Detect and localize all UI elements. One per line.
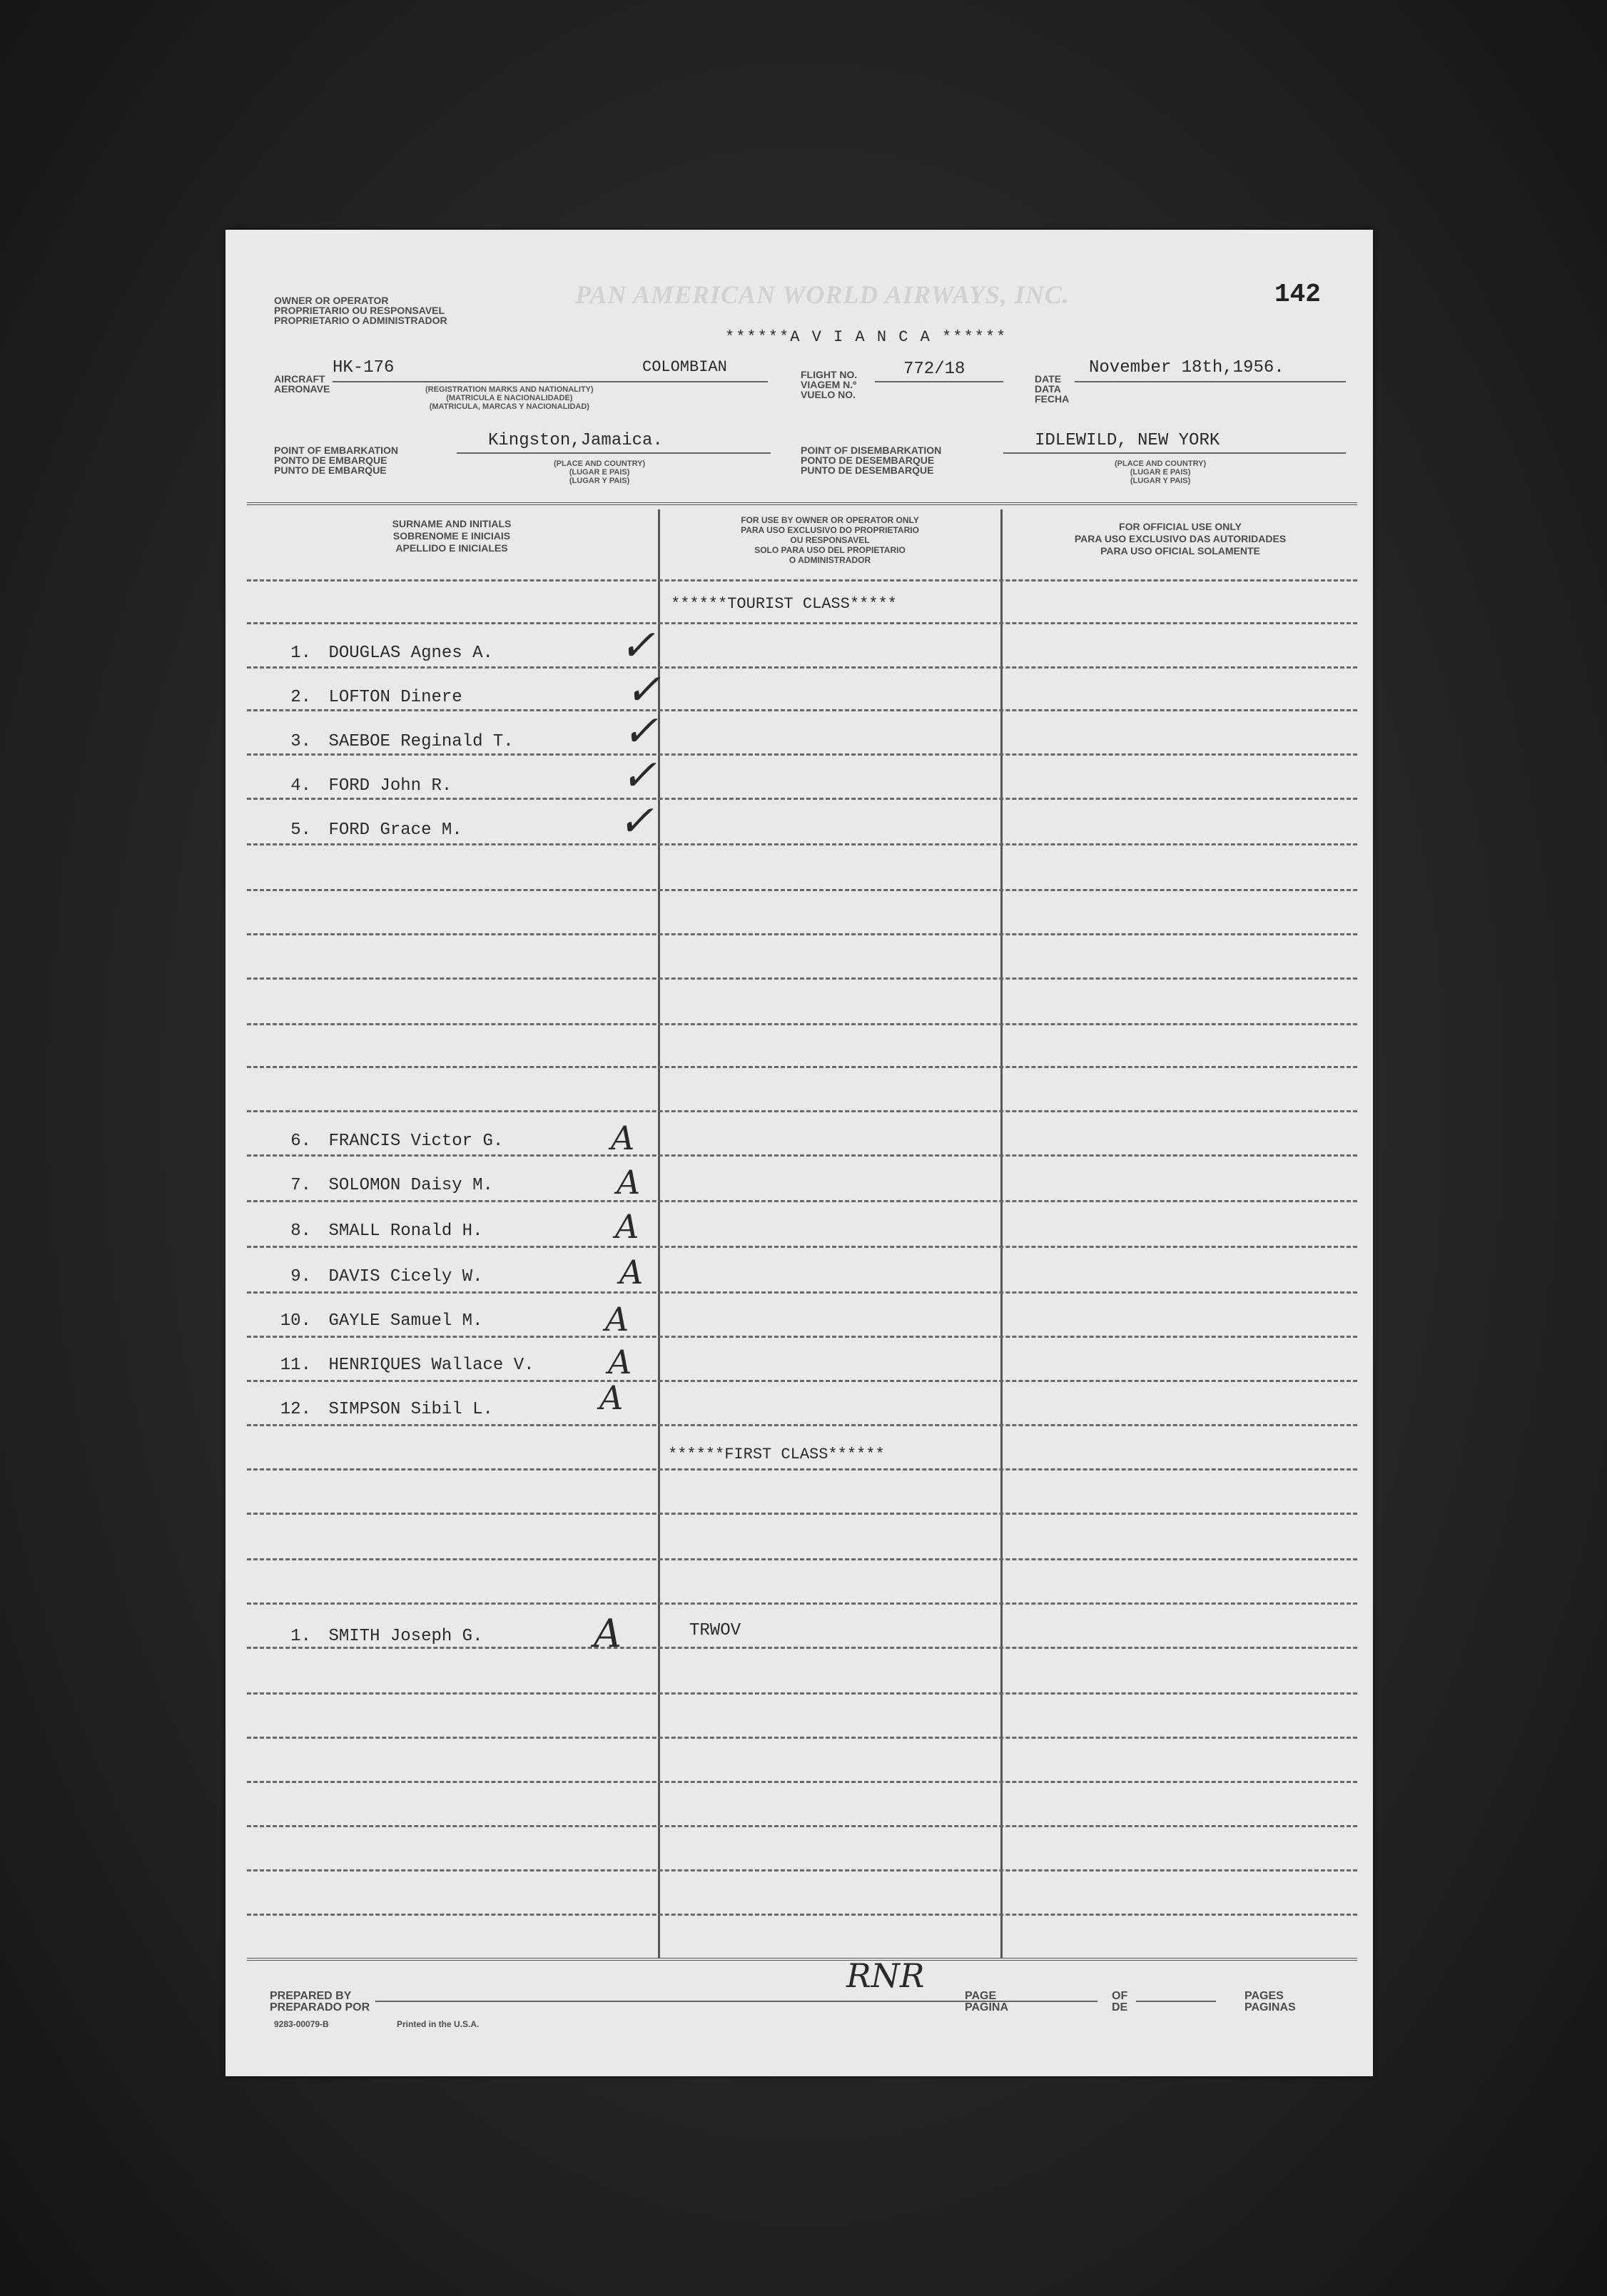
- passenger-name: FORD Grace M.: [328, 821, 462, 840]
- embarkation-note: (PLACE AND COUNTRY) (LUGAR E PAIS) (LUGAR Y PAIS): [554, 459, 646, 485]
- passenger-name: SIMPSON Sibil L.: [328, 1400, 493, 1419]
- passenger-name: FORD John R.: [328, 776, 452, 796]
- of-line: [1136, 2001, 1216, 2002]
- ruled-line: [247, 1468, 1357, 1470]
- disembarkation-underline: [1003, 452, 1346, 454]
- passenger-row: [275, 1627, 483, 1646]
- ruled-line: [247, 753, 1357, 756]
- ruled-line: [247, 1737, 1357, 1739]
- passenger-row: [275, 732, 514, 751]
- embarkation-label: POINT OF EMBARKATION PONTO DE EMBARQUE PUNTO DE EMBARQUE: [274, 445, 398, 476]
- ruled-line: [247, 1513, 1357, 1515]
- handwritten-initials: RNR: [846, 1956, 925, 1995]
- page-line: [1019, 2001, 1097, 2002]
- ruled-line: [247, 579, 1357, 581]
- ruled-line: [247, 1023, 1357, 1025]
- ruled-line: [247, 1246, 1357, 1248]
- ruled-line: [247, 1602, 1357, 1605]
- passenger-name: HENRIQUES Wallace V.: [328, 1356, 534, 1375]
- ruled-line: [247, 1380, 1357, 1382]
- col-header-owner-use: FOR USE BY OWNER OR OPERATOR ONLY PARA USO EXCLUSIVO DO PROPRIETARIO OU RESPONSAVEL SOLO PARA USO DEL PROPIETARIO O ADMINISTRADOR: [741, 515, 919, 565]
- check-mark: ✓: [618, 796, 654, 846]
- passenger-row: [275, 644, 493, 663]
- flight-underline: [875, 381, 1003, 382]
- ruled-line: [247, 666, 1357, 669]
- ruled-line: [247, 977, 1357, 980]
- a-mark: A: [599, 1378, 624, 1417]
- ruled-line: [247, 1914, 1357, 1916]
- passenger-name: FRANCIS Victor G.: [328, 1132, 504, 1151]
- passenger-number: 5.: [290, 821, 311, 840]
- first-class-heading: ******FIRST CLASS******: [668, 1446, 885, 1463]
- of-label: OF DE: [1112, 1990, 1128, 2013]
- passenger-number: 11.: [280, 1356, 311, 1375]
- passenger-number: 1.: [290, 1627, 311, 1646]
- passenger-name: SOLOMON Daisy M.: [328, 1176, 493, 1195]
- ruled-line: [247, 1825, 1357, 1827]
- a-mark: A: [619, 1253, 644, 1291]
- embarkation-value: Kingston,Jamaica.: [488, 431, 663, 450]
- passenger-number: 8.: [290, 1221, 311, 1241]
- ruled-line: [247, 843, 1357, 845]
- aircraft-underline: [333, 381, 768, 382]
- passenger-row: [275, 1221, 483, 1241]
- form-number: 9283-00079-B: [274, 2019, 329, 2029]
- prepared-by-label: PREPARED BY PREPARADO POR: [270, 1990, 370, 2013]
- passenger-number: 7.: [290, 1176, 311, 1195]
- passenger-name: DOUGLAS Agnes A.: [328, 644, 493, 663]
- ruled-line: [247, 1558, 1357, 1560]
- passenger-name: GAYLE Samuel M.: [328, 1311, 483, 1331]
- passenger-number: 6.: [290, 1132, 311, 1151]
- page-label: PAGE PAGINA: [965, 1990, 1009, 2013]
- date-value: November 18th,1956.: [1089, 358, 1284, 377]
- passenger-row: [275, 1356, 534, 1375]
- passenger-number: 4.: [290, 776, 311, 796]
- passenger-row: [275, 776, 452, 796]
- ruled-line: [247, 1110, 1357, 1112]
- a-mark: A: [615, 1207, 639, 1246]
- col-header-official: FOR OFFICIAL USE ONLY PARA USO EXCLUSIVO DAS AUTORIDADES PARA USO OFICIAL SOLAMENTE: [1074, 521, 1287, 557]
- nationality-value: COLOMBIAN: [642, 358, 727, 376]
- ruled-line: [247, 1200, 1357, 1202]
- column-divider-2: [1000, 509, 1003, 1958]
- company-name: PAN AMERICAN WORLD AIRWAYS, INC.: [575, 280, 1070, 309]
- manifest-sheet: [225, 230, 1373, 2076]
- ruled-line: [247, 1336, 1357, 1338]
- col-header-surname: SURNAME AND INITIALS SOBRENOME E INICIAIS APELLIDO E INICIALES: [392, 518, 512, 554]
- owner-use-note: TRWOV: [689, 1621, 741, 1640]
- ruled-line: [247, 1066, 1357, 1068]
- flight-label: FLIGHT NO. VIAGEM N.º VUELO NO.: [801, 369, 858, 400]
- ruled-line: [247, 798, 1357, 800]
- check-mark: ✓: [619, 621, 656, 671]
- a-mark: A: [611, 1119, 635, 1157]
- a-mark: A: [608, 1343, 632, 1381]
- embarkation-underline: [457, 452, 771, 454]
- prepared-by-line: [375, 2001, 1060, 2002]
- check-mark: ✓: [621, 751, 657, 801]
- passenger-number: 1.: [290, 644, 311, 663]
- table-bottom-border: [247, 1958, 1357, 1961]
- ruled-line: [247, 622, 1357, 624]
- passenger-row: [275, 1176, 493, 1195]
- aircraft-value: HK-176: [333, 358, 395, 377]
- passenger-name: LOFTON Dinere: [328, 688, 462, 707]
- page-number: 142: [1274, 280, 1321, 309]
- ruled-line: [247, 1647, 1357, 1649]
- passenger-number: 9.: [290, 1267, 311, 1286]
- a-mark: A: [617, 1163, 641, 1202]
- pages-label: PAGES PAGINAS: [1244, 1990, 1296, 2013]
- ruled-line: [247, 709, 1357, 711]
- disembarkation-value: IDLEWILD, NEW YORK: [1035, 431, 1220, 450]
- ruled-line: [247, 1424, 1357, 1426]
- table-top-border: [247, 502, 1357, 505]
- passenger-row: [275, 1400, 493, 1419]
- owner-label: OWNER OR OPERATOR PROPRIETARIO OU RESPONSAVEL PROPRIETARIO O ADMINISTRADOR: [274, 295, 447, 326]
- disembarkation-note: (PLACE AND COUNTRY) (LUGAR E PAIS) (LUGAR Y PAIS): [1115, 459, 1207, 485]
- ruled-line: [247, 1869, 1357, 1871]
- passenger-number: 3.: [290, 732, 311, 751]
- flight-value: 772/18: [903, 360, 965, 379]
- passenger-name: SAEBOE Reginald T.: [328, 732, 514, 751]
- disembarkation-label: POINT OF DISEMBARKATION PONTO DE DESEMBARQUE PUNTO DE DESEMBARQUE: [801, 445, 942, 476]
- ruled-line: [247, 1291, 1357, 1294]
- a-mark: A: [605, 1300, 629, 1339]
- tourist-class-heading: ******TOURIST CLASS*****: [671, 595, 897, 613]
- aircraft-label: AIRCRAFT AERONAVE: [274, 373, 330, 395]
- ruled-line: [247, 1781, 1357, 1783]
- ruled-line: [247, 1692, 1357, 1695]
- printed-in-usa: Printed in the U.S.A.: [397, 2019, 480, 2029]
- check-mark: ✓: [625, 665, 661, 715]
- column-divider-1: [658, 509, 660, 1958]
- check-mark: ✓: [622, 706, 659, 756]
- passenger-name: SMITH Joseph G.: [328, 1627, 483, 1646]
- carrier-name: ******A V I A N C A ******: [725, 328, 1008, 346]
- passenger-row: [275, 821, 462, 840]
- ruled-line: [247, 1154, 1357, 1157]
- passenger-row: [275, 1132, 503, 1151]
- passenger-row: [275, 1311, 483, 1331]
- registration-note: (REGISTRATION MARKS AND NATIONALITY) (MATRICULA E NACIONALIDADE) (MATRICULA, MARCAS Y NACIONALIDAD): [425, 385, 594, 411]
- passenger-row: [275, 1267, 483, 1286]
- passenger-number: 10.: [280, 1311, 311, 1331]
- passenger-number: 2.: [290, 688, 311, 707]
- date-underline: [1075, 381, 1346, 382]
- passenger-number: 12.: [280, 1400, 311, 1419]
- a-mark: A: [594, 1611, 622, 1656]
- ruled-line: [247, 889, 1357, 891]
- date-label: DATE DATA FECHA: [1035, 373, 1070, 405]
- ruled-line: [247, 933, 1357, 935]
- passenger-name: DAVIS Cicely W.: [328, 1267, 483, 1286]
- passenger-row: [275, 688, 462, 707]
- passenger-name: SMALL Ronald H.: [328, 1221, 483, 1241]
